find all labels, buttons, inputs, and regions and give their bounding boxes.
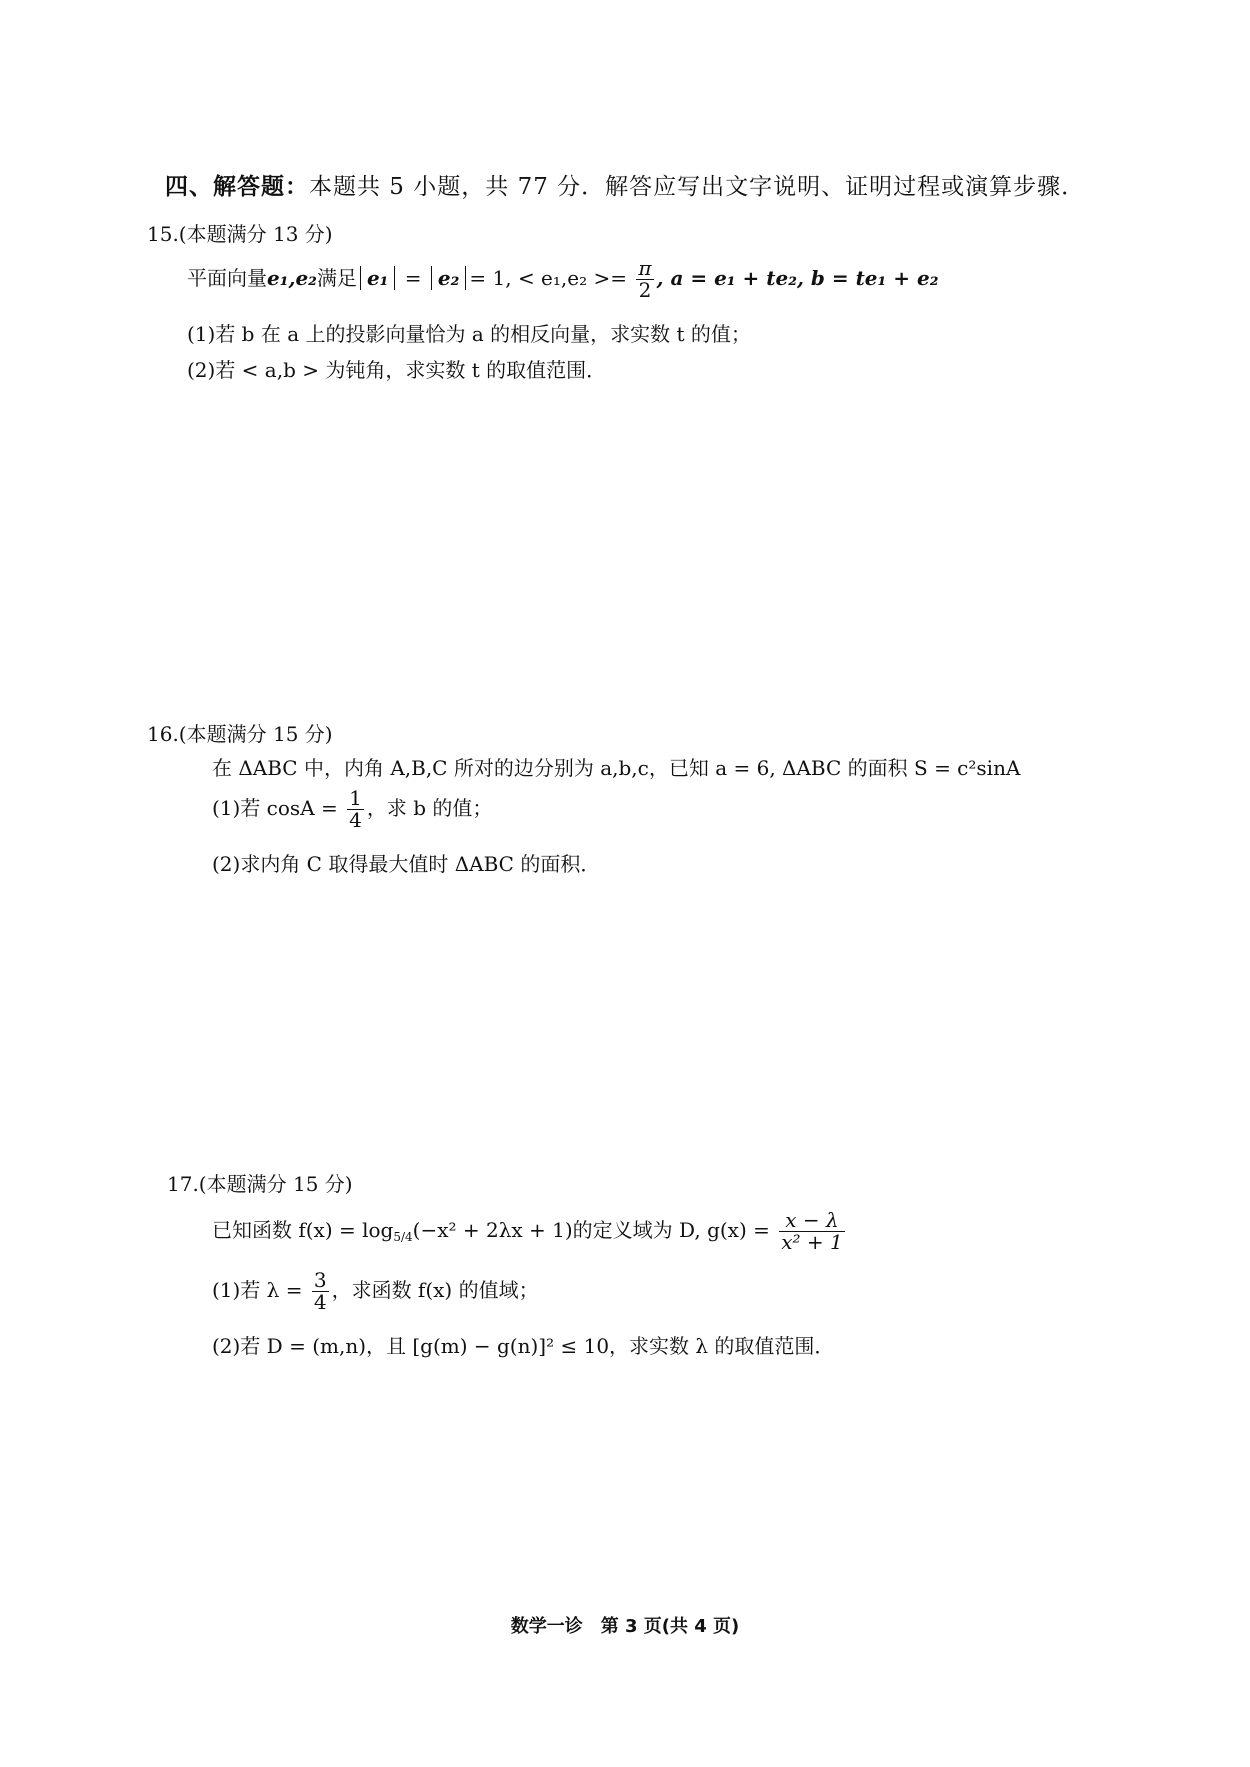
section-instructions: 本题共 5 小题，共 77 分．解答应写出文字说明、证明过程或演算步骤． [309,174,1086,200]
q17-part1-prefix: (1)若 λ = [212,1278,303,1302]
section-title: 四、解答题 [165,174,285,200]
q15-stem-tail: , a = e₁ + te₂, b = te₁ + e₂ [656,266,939,290]
q15-abs-e2: e₂ [431,266,466,290]
q16-heading: 16.(本题满分 15 分) [147,722,333,746]
q15-heading: 15.(本题满分 13 分) [147,222,333,246]
q17-part2: (2)若 D = (m,n)，且 [g(m) − g(n)]² ≤ 10，求实数 λ 的取值范围． [212,1334,835,1358]
q15-two: 2 [638,278,652,302]
q17-heading: 17.(本题满分 15 分) [167,1172,353,1196]
q17-lambda-fraction [312,1270,329,1313]
q17-g-den: x² + 1 [781,1230,843,1254]
q16-frac-den: 4 [349,808,362,832]
page-footer: 数学一诊 第 3 页(共 4 页) [510,1616,740,1637]
q15-pi: π [638,256,652,280]
q17-g-num: x − λ [779,1210,845,1232]
q17-part1 [212,1270,539,1313]
q16-frac-num: 1 [349,786,362,810]
q16-stem: 在 ΔABC 中，内角 A,B,C 所对的边分别为 a,b,c，已知 a = 6, ΔABC 的面积 S = c²sinA [212,756,1021,780]
q15-stem: 平面向量e₁,e₂满足 e₁ = e₂ = 1, < e₁,e₂ >= $\frac{\pi}{2}$ , a = e₁ + te₂, b = te₁ + e₂ [187,256,939,302]
section-header: 四、解答题：本题共 5 小题，共 77 分．解答应写出文字说明、证明过程或演算步骤． [165,174,1086,200]
q17-frac-num: 3 [313,1268,327,1292]
q16-part1-suffix: ，求 b 的值； [366,796,493,820]
q17-stem [212,1210,848,1253]
q16-part1 [212,788,492,831]
q15-pi-fraction [636,258,653,301]
q15-stem-prefix: 平面向量 [187,266,267,290]
q15-stem-eq1: = 1, < e₁,e₂ >= [469,266,627,290]
q16-fraction [347,788,364,831]
q17-stem-mid: (−x² + 2λx + 1)的定义域为 D, g(x) = [412,1218,770,1242]
q15-part1: (1)若 b 在 a 上的投影向量恰为 a 的相反向量，求实数 t 的值； [187,322,751,346]
q16-part1-prefix: (1)若 cosA = [212,796,338,820]
q15-stem-vectors: e₁,e₂ [267,266,317,290]
q17-stem-prefix: 已知函数 f(x) = log [212,1218,394,1242]
q17-frac-den: 4 [313,1290,327,1314]
q17-log-base: 5/4 [393,1230,413,1244]
q17-g-fraction [779,1210,845,1253]
q15-stem-satisfy: 满足 [316,266,357,290]
q15-abs-e1: e₁ [360,266,395,290]
q17-part1-suffix: ，求函数 f(x) 的值域； [331,1278,539,1302]
q15-part2: (2)若 < a,b > 为钝角，求实数 t 的取值范围． [187,358,607,382]
q16-part2: (2)求内角 C 取得最大值时 ΔABC 的面积． [212,852,601,876]
